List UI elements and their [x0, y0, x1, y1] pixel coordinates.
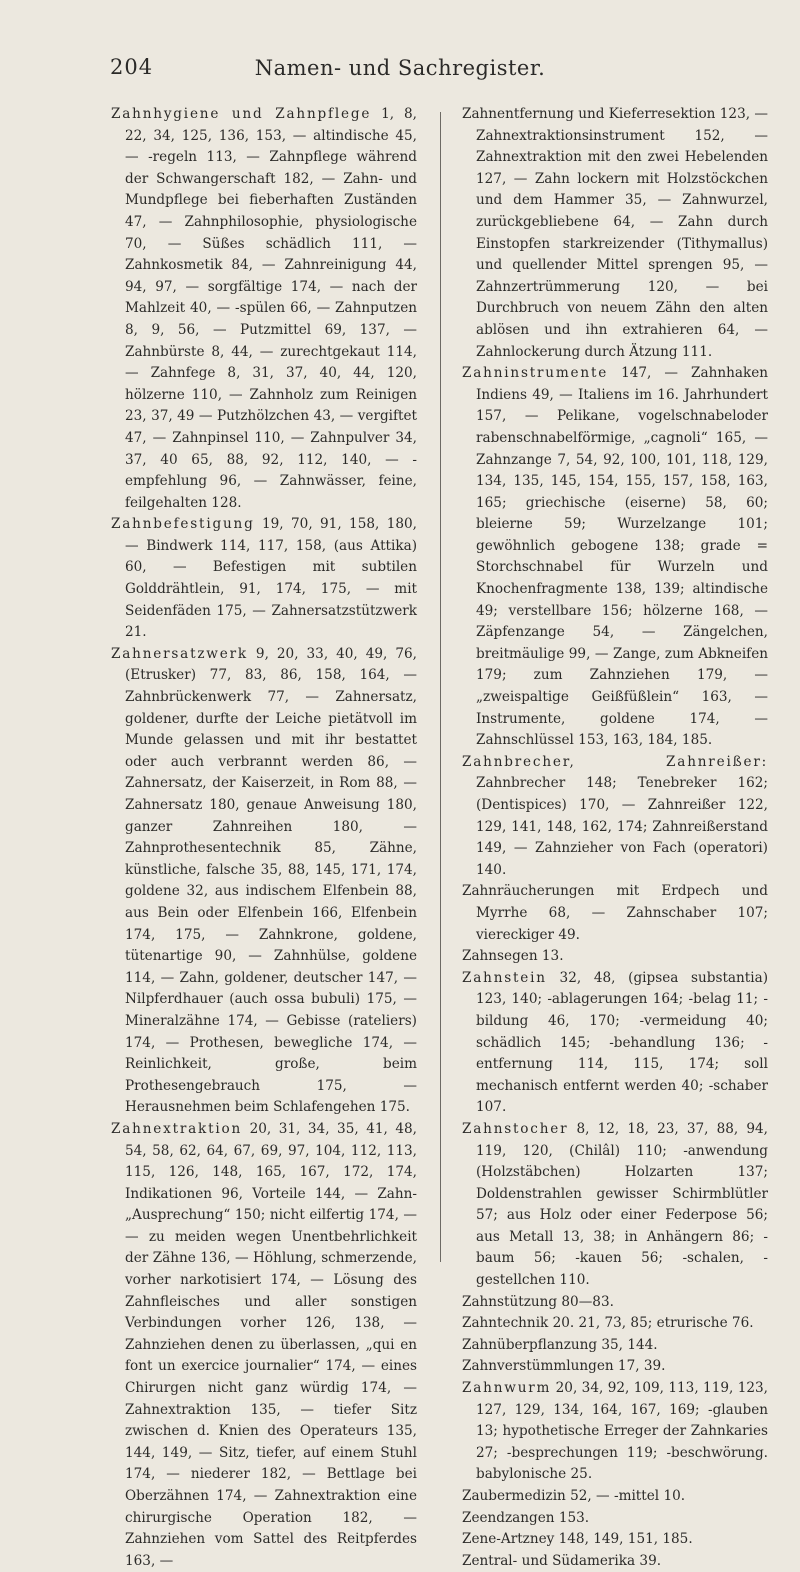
entry-text: Zahnverstümmlungen 17, 39. [462, 1358, 666, 1375]
index-entry [111, 514, 417, 644]
index-entry [462, 946, 768, 968]
entry-text: Zahnräucherungen mit Erdpech und Myrrhe 68, — Zahnschaber 107; viereckiger 49. [462, 883, 768, 943]
index-entry [462, 1529, 768, 1551]
entry-text: Zentral- und Südamerika 39. [462, 1552, 662, 1569]
entry-text: 147, — Zahnhaken Indiens 49, — Italiens im 16. Jahrhundert 157, — Pelikane, vogelschnabeloder rabenschnabelförmige, „cagnoli“ 165, — Zahnzange 7, 54, 92, 100, 101, 118, 129, 134, 135, 145, 154, 155, 157, 158, 163, 165; griechische (eiserne) 58, 60; bleierne 59; Wurzelzange 101; gewöhnlich gebogene 138; grade = Storchschnabel für Wurzeln und Knochenfragmente 138, 139; altindische 49; verstellbare 156; hölzerne 168, — Zäpfenzange 54, — Zängelchen, breitmäulige 99, — Zange, zum Abkneifen 179; zum Zahnziehen 179, — „zweispaltige Geißfüßlein“ 163, — Instrumente, goldene 174, — Zahnschlüssel 153, 163, 184, 185. [476, 365, 768, 749]
entry-text: 19, 70, 91, 158, 180, — Bindwerk 114, 117, 158, (aus Attika) 60, — Befestigen mit subtilen Golddrähtlein, 91, 174, 175, — mit Seidenfäden 175, — Zahnersatzstützwerk 21. [125, 516, 417, 641]
running-title: Namen- und Sachregister. [254, 56, 546, 80]
entry-headword: Zahnbrecher, Zahnreißer: [462, 753, 768, 770]
column-divider [440, 112, 441, 1262]
index-entry [462, 1292, 768, 1314]
index-entry [111, 104, 417, 514]
entry-text: 8, 12, 18, 23, 37, 88, 94, 119, 120, (Chilâl) 110; -anwendung (Holzstäbchen) Holzarten 137; Doldenstrahlen gewisser Schirmblütler 57; aus Holz oder einer Federpose 56; aus Metall 13, 38; in Anhängern 86; -baum 56; -kauen 56; -schalen, -gestellchen 110. [476, 1120, 768, 1289]
entry-text: Zahnüberpflanzung 35, 144. [462, 1336, 658, 1353]
index-entry [462, 1378, 768, 1486]
index-entry [111, 1119, 417, 1572]
entry-text: 1, 8, 22, 34, 125, 136, 153, — altindische 45, — -regeln 113, — Zahnpflege während der Schwangerschaft 182, — Zahn- und Mundpflege bei fieberhaften Zuständen 47, — Zahnphilosophie, physiologische 70, — Süßes schädlich 111, — Zahnkosmetik 84, — Zahnreinigung 44, 94, 97, — sorgfältige 174, — nach der Mahlzeit 40, — -spülen 66, — Zahnputzen 8, 9, 56, — Putzmittel 69, 137, — Zahnbürste 8, 44, — zurechtgekaut 114, — Zahnfege 8, 31, 37, 40, 44, 120, hölzerne 110, — Zahnholz zum Reinigen 23, 37, 49 — Putzhölzchen 43, — vergiftet 47, — Zahnpinsel 110, — Zahnpulver 34, 37, 40 65, 88, 92, 112, 140, — -empfehlung 96, — Zahnwässer, feine, feilgehalten 128. [125, 106, 417, 511]
entry-headword: Zahnstein [462, 969, 547, 986]
entry-headword: Zahnhygiene und Zahnpflege [111, 106, 372, 122]
index-column-right [462, 104, 768, 1572]
index-entry [462, 968, 768, 1119]
entry-headword: Zahninstrumente [462, 365, 609, 382]
index-entry [462, 1356, 768, 1378]
entry-text: 20, 31, 34, 35, 41, 48, 54, 58, 62, 64, 67, 69, 97, 104, 112, 113, 115, 126, 148, 165, 167, 172, 174, Indikationen 96, Vorteile 144, — Zahn-„Ausprechung“ 150; nicht eilfertig 174, — — zu meiden wegen Unentbehrlichkeit der Zähne 136, — Höhlung, schmerzende, vorher narkotisiert 174, — Lösung des Zahnfleisches und aller sonstigen Verbindungen vorher 126, 138, — Zahnziehen denen zu überlassen, „qui en font un exercice journalier“ 174, — eines Chirurgen nicht ganz würdig 174, — Zahnextraktion 135, — tiefer Sitz zwischen d. Knien des Operateurs 135, 144, 149, — Sitz, tiefer, auf einem Stuhl 174, — niederer 182, — Bettlage bei Oberzähnen 174, — Zahnextraktion eine chirurgische Operation 182, — Zahnziehen vom Sattel des Reitpferdes 163, — [125, 1120, 417, 1569]
page-number: 204 [110, 55, 154, 79]
entry-headword: Zahnersatzwerk [111, 645, 248, 662]
index-entry [462, 752, 768, 882]
entry-text: Zahnsegen 13. [462, 948, 564, 965]
entry-headword: Zahnwurm [462, 1380, 552, 1397]
entry-text: Zene-Artzney 148, 149, 151, 185. [462, 1531, 693, 1548]
entry-text: 9, 20, 33, 40, 49, 76, (Etrusker) 77, 83, 86, 158, 164, — Zahnbrückenwerk 77, — Zahnersatz, goldener, durfte der Leiche pietätvoll im Munde gelassen und mit ihr bestattet oder auch verbrannt werden 86, — Zahnersatz, der Kaiserzeit, in Rom 88, — Zahnersatz 180, genaue Anweisung 180, ganzer Zahnreihen 180, — Zahnprothesentechnik 85, Zähne, künstliche, falsche 35, 88, 145, 171, 174, goldene 32, aus indischem Elfenbein 88, aus Bein oder Elfenbein 166, Elfenbein 174, 175, — Zahnkrone, goldene, tütenartige 90, — Zahnhülse, goldene 114, — Zahn, goldener, deutscher 147, — Nilpferdhauer (auch ossa bubuli) 175, — Mineralzähne 174, — Gebisse (rateliers) 174, — Prothesen, bewegliche 174, — Reinlichkeit, große, beim Prothesengebrauch 175, — Herausnehmen beim Schlafengehen 175. [125, 645, 417, 1116]
entry-headword: Zahnbefestigung [111, 516, 255, 533]
index-entry [111, 644, 417, 1119]
entry-headword: Zahnstocher [462, 1120, 569, 1137]
index-entry [462, 1486, 768, 1508]
entry-headword: Zahnextraktion [111, 1120, 243, 1137]
index-entry [462, 881, 768, 946]
entry-text: Zahnbrecher 148; Tenebreker 162; (Dentispices) 170, — Zahnreißer 122, 129, 141, 148, 162, 174; Zahnreißerstand 149, — Zahnzieher von Fach (operatori) 140. [476, 775, 768, 878]
entry-text: Zaubermedizin 52, — -mittel 10. [462, 1488, 686, 1504]
index-entry [462, 1313, 768, 1335]
entry-text: 20, 34, 92, 109, 113, 119, 123, 127, 129, 134, 164, 167, 169; -glauben 13; hypothetische Erreger der Zahnkaries 27; -besprechungen 119; -beschwörung. babylonische 25. [476, 1380, 768, 1483]
index-entry [462, 1335, 768, 1357]
index-entry [462, 1508, 768, 1530]
entry-text: Zahnstützung 80—83. [462, 1293, 614, 1310]
index-entry [462, 1119, 768, 1292]
index-entry [462, 1551, 768, 1572]
entry-text: Zeendzangen 153. [462, 1509, 590, 1526]
entry-text: Zahnentfernung und Kieferresektion 123, — Zahnextraktionsinstrument 152, — Zahnextraktion mit den zwei Hebelenden 127, — Zahn lockern mit Holzstöckchen und dem Hammer 35, — Zahnwurzel, zurückgebliebene 64, — Zahn durch Einstopfen starkreizender (Tithymallus) und quellender Mittel sprengen 95, — Zahnzertrümmerung 120, — bei Durchbruch von neuem Zähn den alten ablösen und ihn extrahieren 64, — Zahnlockerung durch Ätzung 111. [462, 106, 768, 360]
index-entry [462, 363, 768, 752]
index-entry [462, 104, 768, 363]
entry-text: 32, 48, (gipsea substantia) 123, 140; -ablagerungen 164; -belag 11; -bildung 46, 170; -vermeidung 40; schädlich 145; -behandlung 136; -entfernung 114, 115, 174; soll mechanisch entfernt werden 40; -schaber 107. [476, 969, 768, 1116]
index-column-left [111, 104, 417, 1572]
entry-text: Zahntechnik 20. 21, 73, 85; etrurische 76. [462, 1315, 754, 1332]
